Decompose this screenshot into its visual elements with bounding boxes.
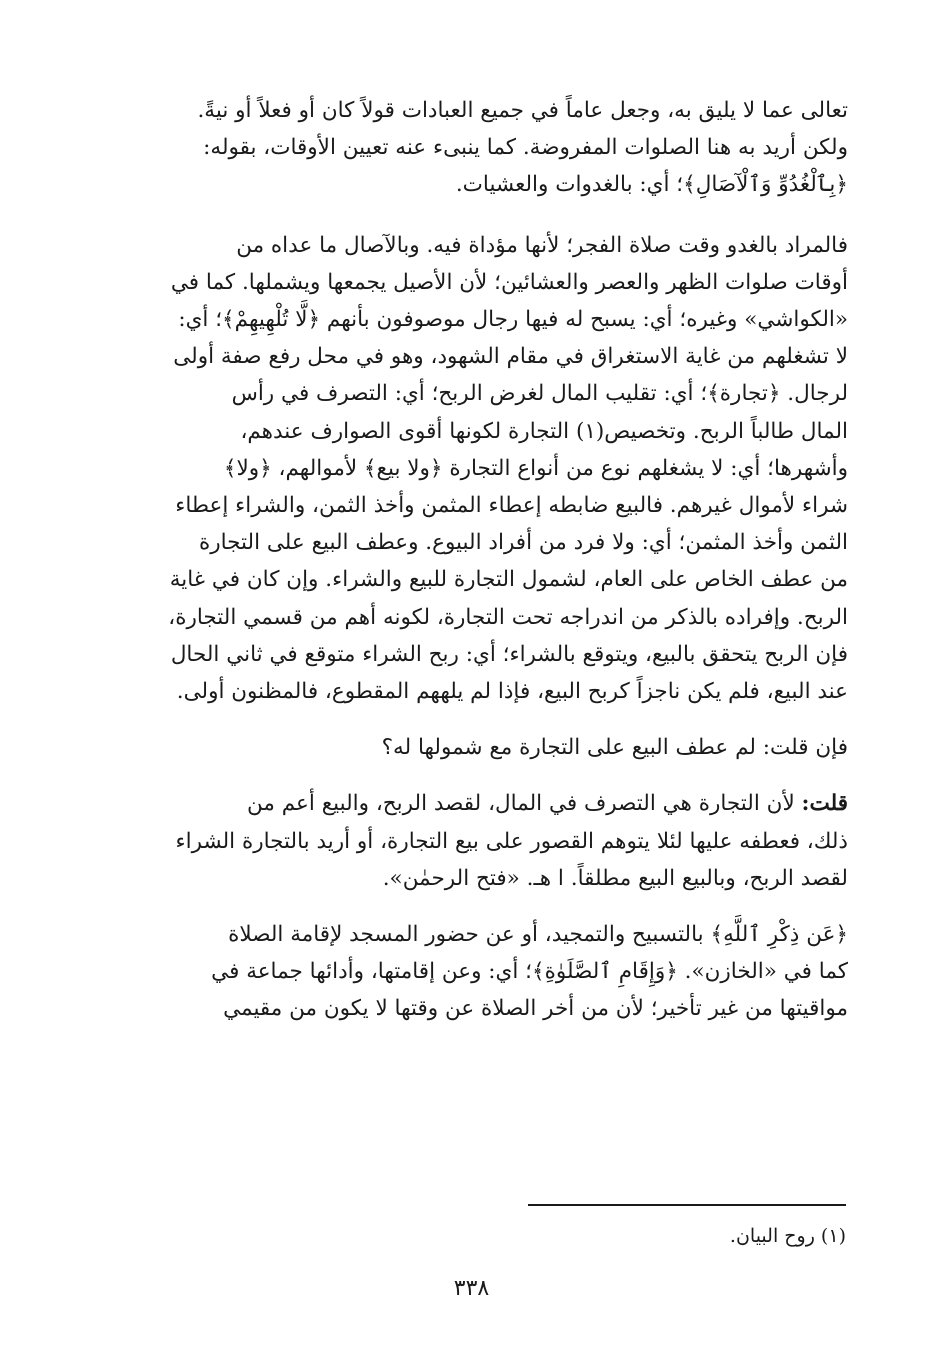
line: كما في «الخازن». ﴿وَإِقَامِ ٱلصَّلَوٰةِ﴾؛ أي: وعن إقامتها، وأدائها جماعة في <box>211 959 848 985</box>
line: أوقات صلوات الظهر والعصر والعشائين؛ لأن الأصيل يجمعها ويشملها. كما في <box>170 269 848 295</box>
line: شراء لأموال غيرهم. فالبيع ضابطه إعطاء المثمن وأخذ الثمن، والشراء إعطاء <box>175 493 848 519</box>
line: وأشهرها؛ أي: لا يشغلهم نوع من أنواع التجارة ﴿ولا بيع﴾ لأموالهم، ﴿ولا﴾ <box>223 455 848 481</box>
page-body <box>78 92 848 1028</box>
footnote-divider <box>528 1204 846 1206</box>
paragraph-1 <box>78 92 848 204</box>
line: فالمراد بالغدو وقت صلاة الفجر؛ لأنها مؤداة فيه. وبالآصال ما عداه من <box>236 232 848 258</box>
line: لرجال. ﴿تجارة﴾؛ أي: تقليب المال لغرض الربح؛ أي: التصرف في رأس <box>231 381 848 407</box>
line: الربح. وإفراده بالذكر من اندراجه تحت التجارة، لكونه أهم من قسمي التجارة، <box>168 604 848 630</box>
line: فإن الربح يتحقق بالبيع، ويتوقع بالشراء؛ أي: ربح الشراء متوقع في ثاني الحال <box>170 641 848 667</box>
line: لا تشغلهم من غاية الاستغراق في مقام الشهود، وهو في محل رفع صفة أولى <box>173 344 848 370</box>
line: ذلك، فعطفه عليها لئلا يتوهم القصور على بيع التجارة، أو أريد بالتجارة الشراء <box>175 828 848 854</box>
line: فإن قلت: لم عطف البيع على التجارة مع شمولها له؟ <box>381 735 848 761</box>
line: ولكن أريد به هنا الصلوات المفروضة. كما ينبىء عنه تعيين الأوقات، بقوله: <box>203 135 848 161</box>
line: المال طالباً الربح. وتخصيص(١) التجارة لكونها أقوى الصوارف عندهم، <box>240 418 848 444</box>
line: الثمن وأخذ المثمن؛ أي: ولا فرد من أفراد البيوع. وعطف البيع على التجارة <box>198 530 848 556</box>
line: ﴿عَن ذِكْرِ ٱللَّهِ﴾ بالتسبيح والتمجيد، أو عن حضور المسجد لإقامة الصلاة <box>228 922 848 948</box>
paragraph-4 <box>78 785 848 897</box>
line: مواقيتها من غير تأخير؛ لأن من أخر الصلاة عن وقتها لا يكون من مقيمي <box>223 996 848 1022</box>
line: تعالى عما لا يليق به، وجعل عاماً في جميع العبادات قولاً كان أو فعلاً أو نيةً. <box>197 98 848 123</box>
paragraph-3 <box>78 729 848 766</box>
line: لأن التجارة هي التصرف في المال، لقصد الربح، والبيع أعم من <box>247 791 802 817</box>
line: لقصد الربح، وبالبيع البيع مطلقاً. ا هـ. «فتح الرحمٰن». <box>382 865 848 891</box>
paragraph-2 <box>78 227 848 711</box>
line: ﴿بِٱلْغُدُوِّ وَٱلْآصَالِ﴾؛ أي: بالغدوات والعشيات. <box>455 172 848 198</box>
paragraph-5 <box>78 916 848 1028</box>
line: عند البيع، فلم يكن ناجزاً كربح البيع، فإذا لم يلههم المقطوع، فالمظنون أولى. <box>176 679 848 705</box>
line: «الكواشي» وغيره؛ أي: يسبح له فيها رجال موصوفون بأنهم ﴿لَّا تُلْهِيهِمْ﴾؛ أي: <box>178 307 848 333</box>
line: من عطف الخاص على العام، لشمول التجارة للبيع والشراء. وإن كان في غاية <box>169 567 848 593</box>
answer-lead: قلت: <box>801 791 848 817</box>
footnote: (١) روح البيان. <box>729 1225 846 1247</box>
page-number: ٣٣٨ <box>453 1276 490 1301</box>
